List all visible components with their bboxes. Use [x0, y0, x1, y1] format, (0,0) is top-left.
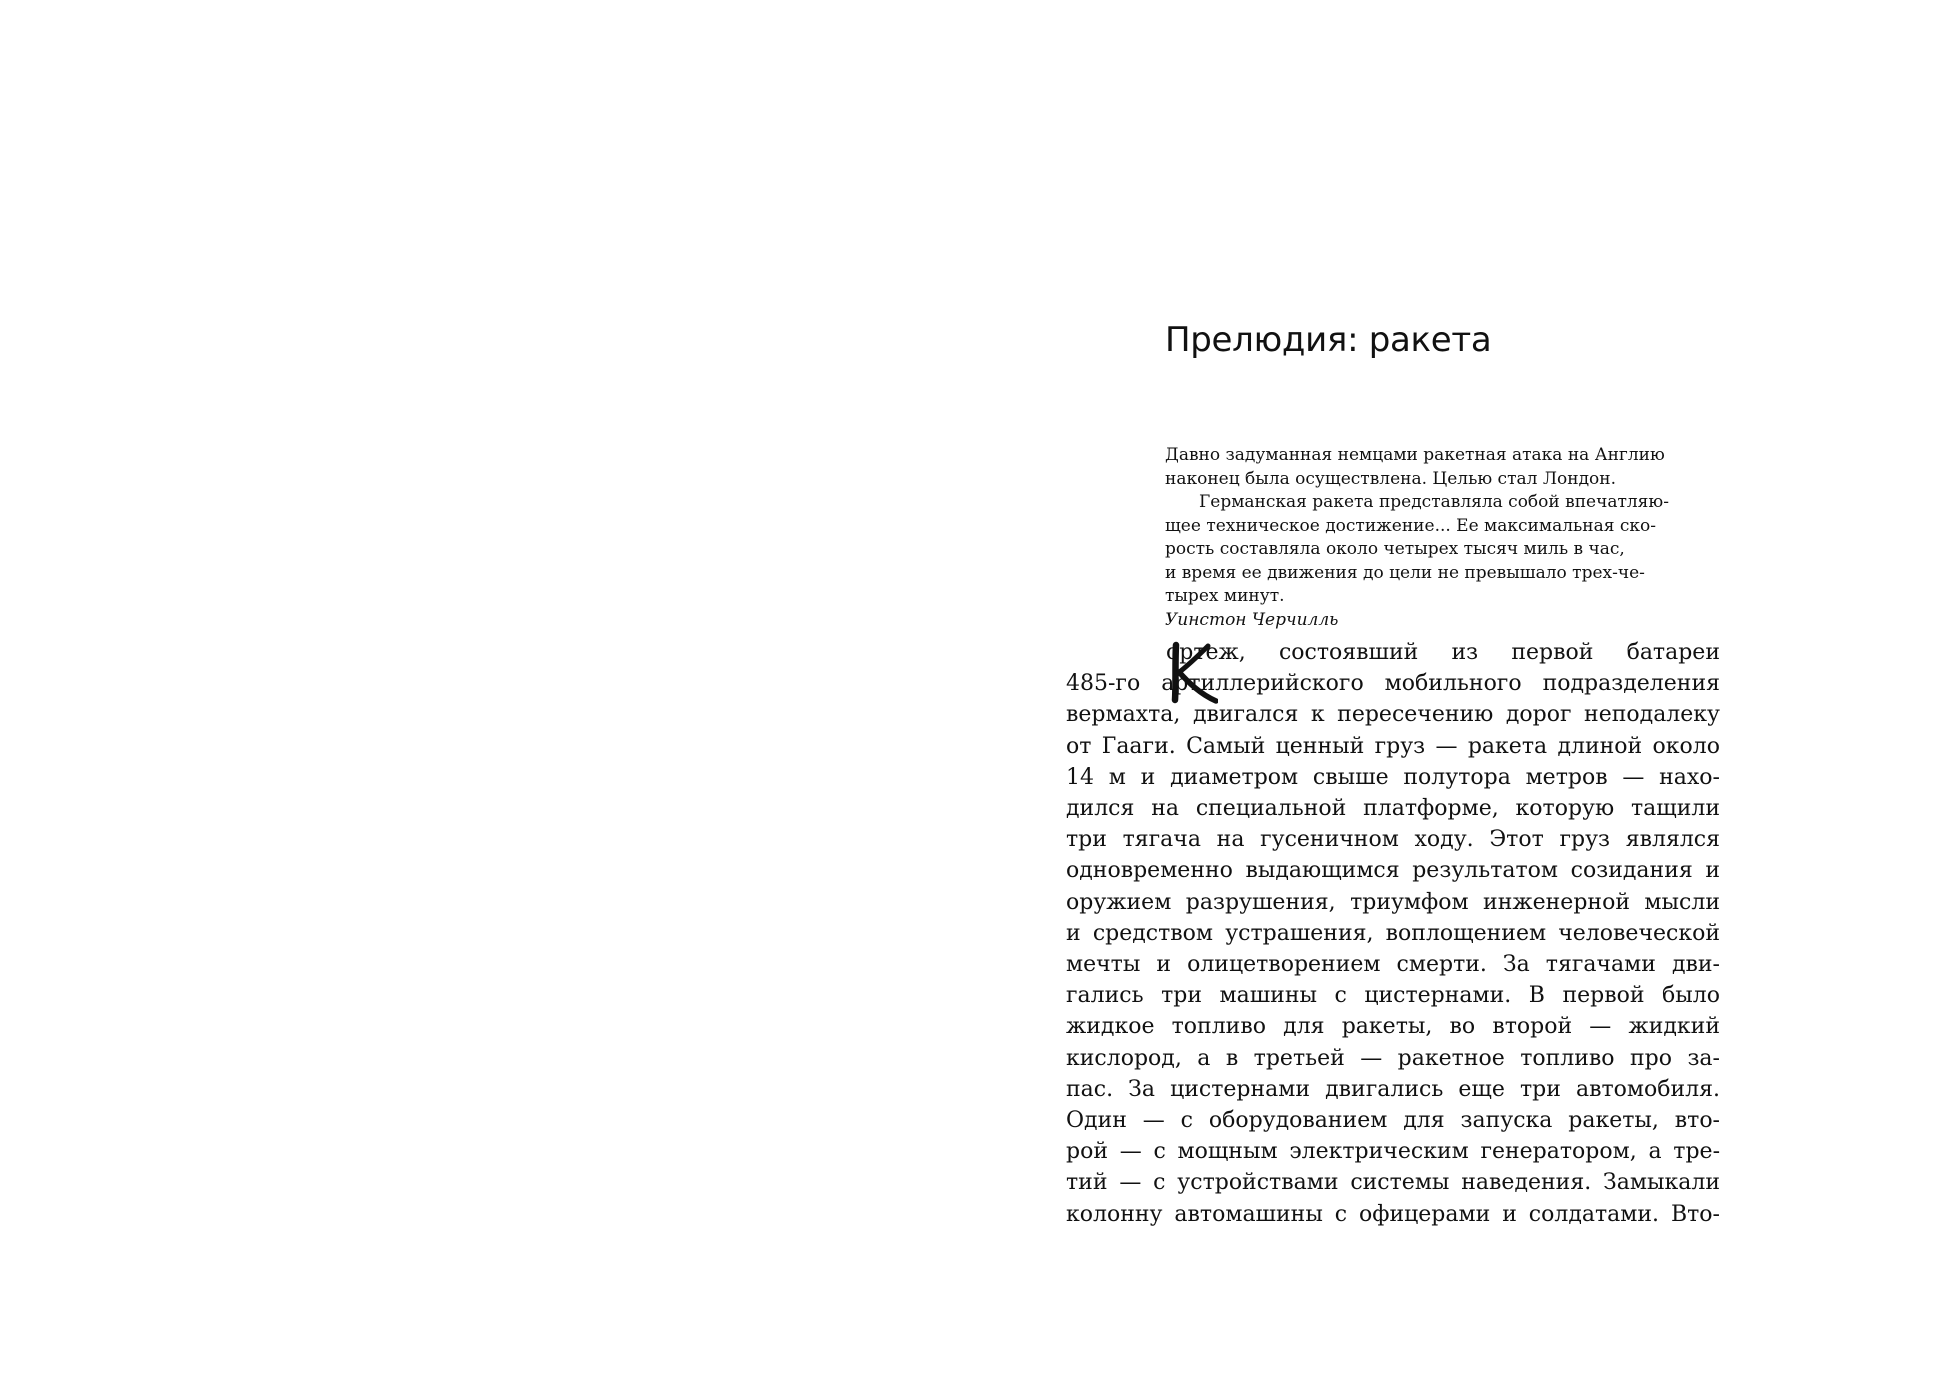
body-line: 485-го артиллерийского мобильного подразделения	[1066, 671, 1720, 697]
body-line: кислород, а в третьей — ракетное топливо про за-	[1066, 1045, 1720, 1071]
body-line: от Гааги. Самый ценный груз — ракета длиной около	[1066, 733, 1720, 759]
body-line: рой — с мощным электрическим генератором, а тре-	[1066, 1139, 1720, 1165]
body-line: мечты и олицетворением смерти. За тягачами дви-	[1066, 952, 1720, 978]
body-line: одновременно выдающимся результатом созидания и	[1066, 858, 1720, 884]
body-line: 14 м и диаметром свыше полутора метров — нахо-	[1066, 764, 1720, 790]
right-page	[973, 0, 1946, 1375]
epigraph-line: рость составляла около четырех тысяч миль в час,	[1165, 539, 1625, 559]
epigraph-line: Давно задуманная немцами ракетная атака на Англию	[1165, 445, 1665, 465]
epigraph-line: наконец была осуществлена. Целью стал Лондон.	[1165, 468, 1617, 489]
epigraph-line: Германская ракета представляла собой впечатляю-	[1199, 492, 1669, 512]
body-line: пас. За цистернами двигались еще три автомобиля.	[1066, 1076, 1720, 1102]
body-line: гались три машины с цистернами. В первой было	[1066, 983, 1720, 1009]
body-line: дился на специальной платформе, которую тащили	[1066, 796, 1720, 822]
epigraph	[1165, 444, 1720, 632]
body-line: ортеж, состоявший из первой батареи	[1166, 640, 1720, 665]
epigraph-author: Уинстон Черчилль	[1165, 609, 1339, 630]
epigraph-line: щее техническое достижение... Ее максимальная ско-	[1165, 515, 1657, 536]
body-line: три тягача на гусеничном ходу. Этот груз являлся	[1066, 827, 1720, 853]
body-line: и средством устрашения, воплощением человеческой	[1066, 920, 1720, 946]
chapter-title: Прелюдия: ракета	[1165, 320, 1492, 360]
epigraph-line: тырех минут.	[1165, 586, 1285, 606]
body-line: жидкое топливо для ракеты, во второй — жидкий	[1066, 1014, 1720, 1040]
body-text	[1066, 637, 1720, 1230]
epigraph-line: и время ее движения до цели не превышало трех-че-	[1165, 562, 1645, 583]
body-line: тий — с устройствами системы наведения. Замыкали	[1066, 1170, 1720, 1196]
body-line: вермахта, двигался к пересечению дорог неподалеку	[1066, 702, 1720, 728]
body-line: оружием разрушения, триумфом инженерной мысли	[1066, 889, 1720, 915]
body-line: Один — с оборудованием для запуска ракеты, вто-	[1066, 1108, 1720, 1134]
body-line: колонну автомашины с офицерами и солдатами. Вто-	[1066, 1201, 1720, 1227]
